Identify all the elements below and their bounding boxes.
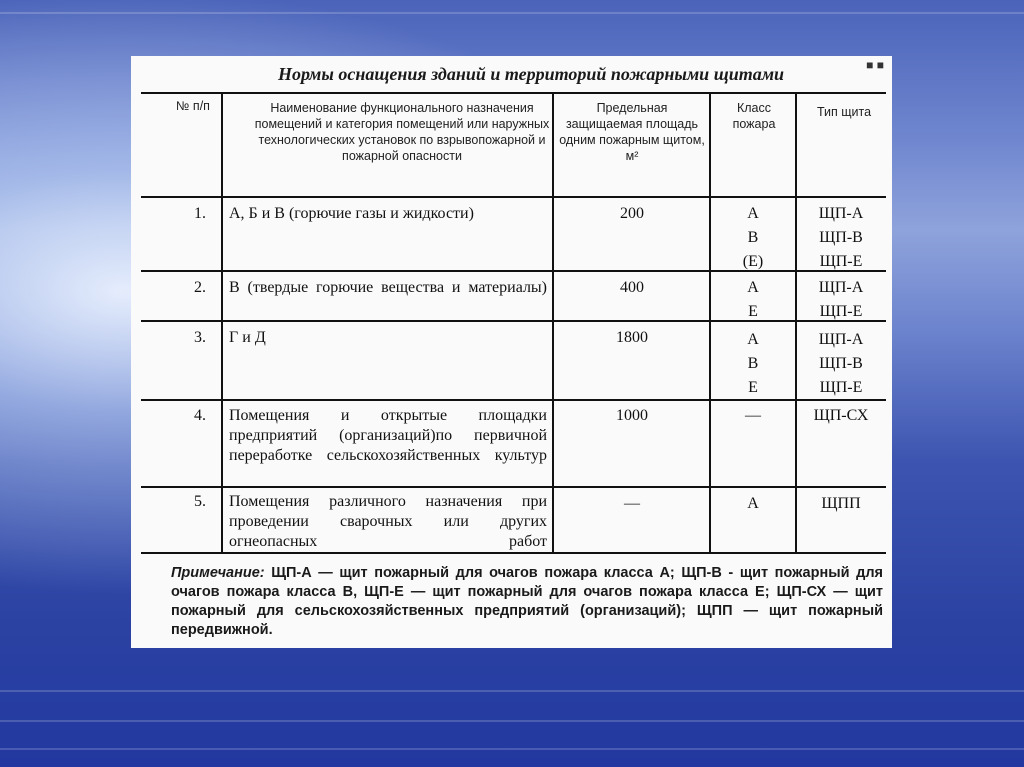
footnote bbox=[171, 564, 883, 640]
row-area: 1000 bbox=[616, 407, 648, 424]
header-area: Предельная защищаемая площадь одним пожарным щитом, м² bbox=[559, 101, 705, 163]
fire-class: А bbox=[747, 279, 759, 296]
row-types bbox=[797, 276, 885, 324]
footnote-label: Примечание: bbox=[171, 565, 265, 581]
fire-class: В bbox=[747, 355, 759, 372]
row-name: Помещения и открытые площадки предприятий (организаций)по первичной переработке сельскохозяйственных культур bbox=[229, 407, 547, 464]
header-type: Тип щита bbox=[816, 105, 872, 119]
footnote-text: ЩП-А — щит пожарный для очагов пожара класса А; ЩП-В - щит пожарный для очагов пожара класса В, ЩП-Е — щит пожарный для очагов пожара класса Е; ЩП-СХ — щит пожарный для сельскохозяйственных предприятий (организаций); ЩПП — щит пожарный передвижной. bbox=[171, 565, 883, 638]
wave-line bbox=[0, 690, 1024, 692]
fire-class: В bbox=[747, 229, 759, 246]
fire-class: А bbox=[747, 331, 759, 348]
header-name: Наименование функционального назначения помещений и категория помещений или наружных технологических установок по взрывопожарной и пожарной опасности bbox=[254, 101, 550, 163]
table-top-rule bbox=[141, 92, 886, 94]
fire-class: Е bbox=[748, 379, 758, 396]
fire-class: Е bbox=[748, 303, 758, 320]
fire-class: А bbox=[747, 205, 759, 222]
shield-type: ЩП-В bbox=[819, 229, 863, 246]
row-area: 1800 bbox=[616, 329, 648, 346]
row-area: 200 bbox=[620, 205, 644, 222]
row-number: 3. bbox=[194, 329, 206, 346]
document-page bbox=[131, 56, 892, 648]
shield-type: ЩП-СХ bbox=[813, 407, 869, 424]
row-types bbox=[797, 202, 885, 274]
row-number: 4. bbox=[194, 407, 206, 424]
column-divider bbox=[221, 92, 223, 553]
wave-line bbox=[0, 720, 1024, 722]
row-number: 2. bbox=[194, 279, 206, 296]
wave-line bbox=[0, 748, 1024, 750]
row-area: — bbox=[624, 495, 640, 512]
shield-type: ЩП-А bbox=[818, 205, 864, 222]
row-divider bbox=[141, 486, 886, 488]
corner-mark: ■ ■ bbox=[866, 58, 884, 72]
shield-type: ЩП-А bbox=[818, 279, 864, 296]
row-name: Помещения различного назначения при проведении сварочных или других огнеопасных работ bbox=[229, 493, 547, 550]
shield-type: ЩП-Е bbox=[819, 303, 863, 320]
header-num: № п/п bbox=[176, 99, 210, 113]
header-bottom-rule bbox=[141, 196, 886, 198]
shield-type: ЩП-В bbox=[819, 355, 863, 372]
row-name: Г и Д bbox=[229, 329, 266, 346]
header-class: Класс пожара bbox=[732, 101, 776, 131]
row-classes bbox=[711, 202, 795, 274]
row-number: 1. bbox=[194, 205, 206, 222]
shield-type: ЩП-А bbox=[818, 331, 864, 348]
row-classes bbox=[711, 328, 795, 400]
shield-type: ЩПП bbox=[821, 495, 861, 512]
shield-type: ЩП-Е bbox=[819, 379, 863, 396]
row-number: 5. bbox=[194, 493, 206, 510]
fire-class: — bbox=[745, 407, 761, 424]
row-area: 400 bbox=[620, 279, 644, 296]
fire-class: (Е) bbox=[742, 253, 764, 270]
wave-line bbox=[0, 12, 1024, 14]
fire-class: А bbox=[747, 495, 759, 512]
row-types bbox=[797, 328, 885, 400]
row-name: В (твердые горючие вещества и материалы) bbox=[229, 279, 547, 296]
row-classes bbox=[711, 276, 795, 324]
shield-type: ЩП-Е bbox=[819, 253, 863, 270]
row-name: А, Б и В (горючие газы и жидкости) bbox=[229, 205, 474, 222]
document-title: Нормы оснащения зданий и территорий пожарными щитами bbox=[277, 64, 785, 84]
table-bottom-rule bbox=[141, 552, 886, 554]
